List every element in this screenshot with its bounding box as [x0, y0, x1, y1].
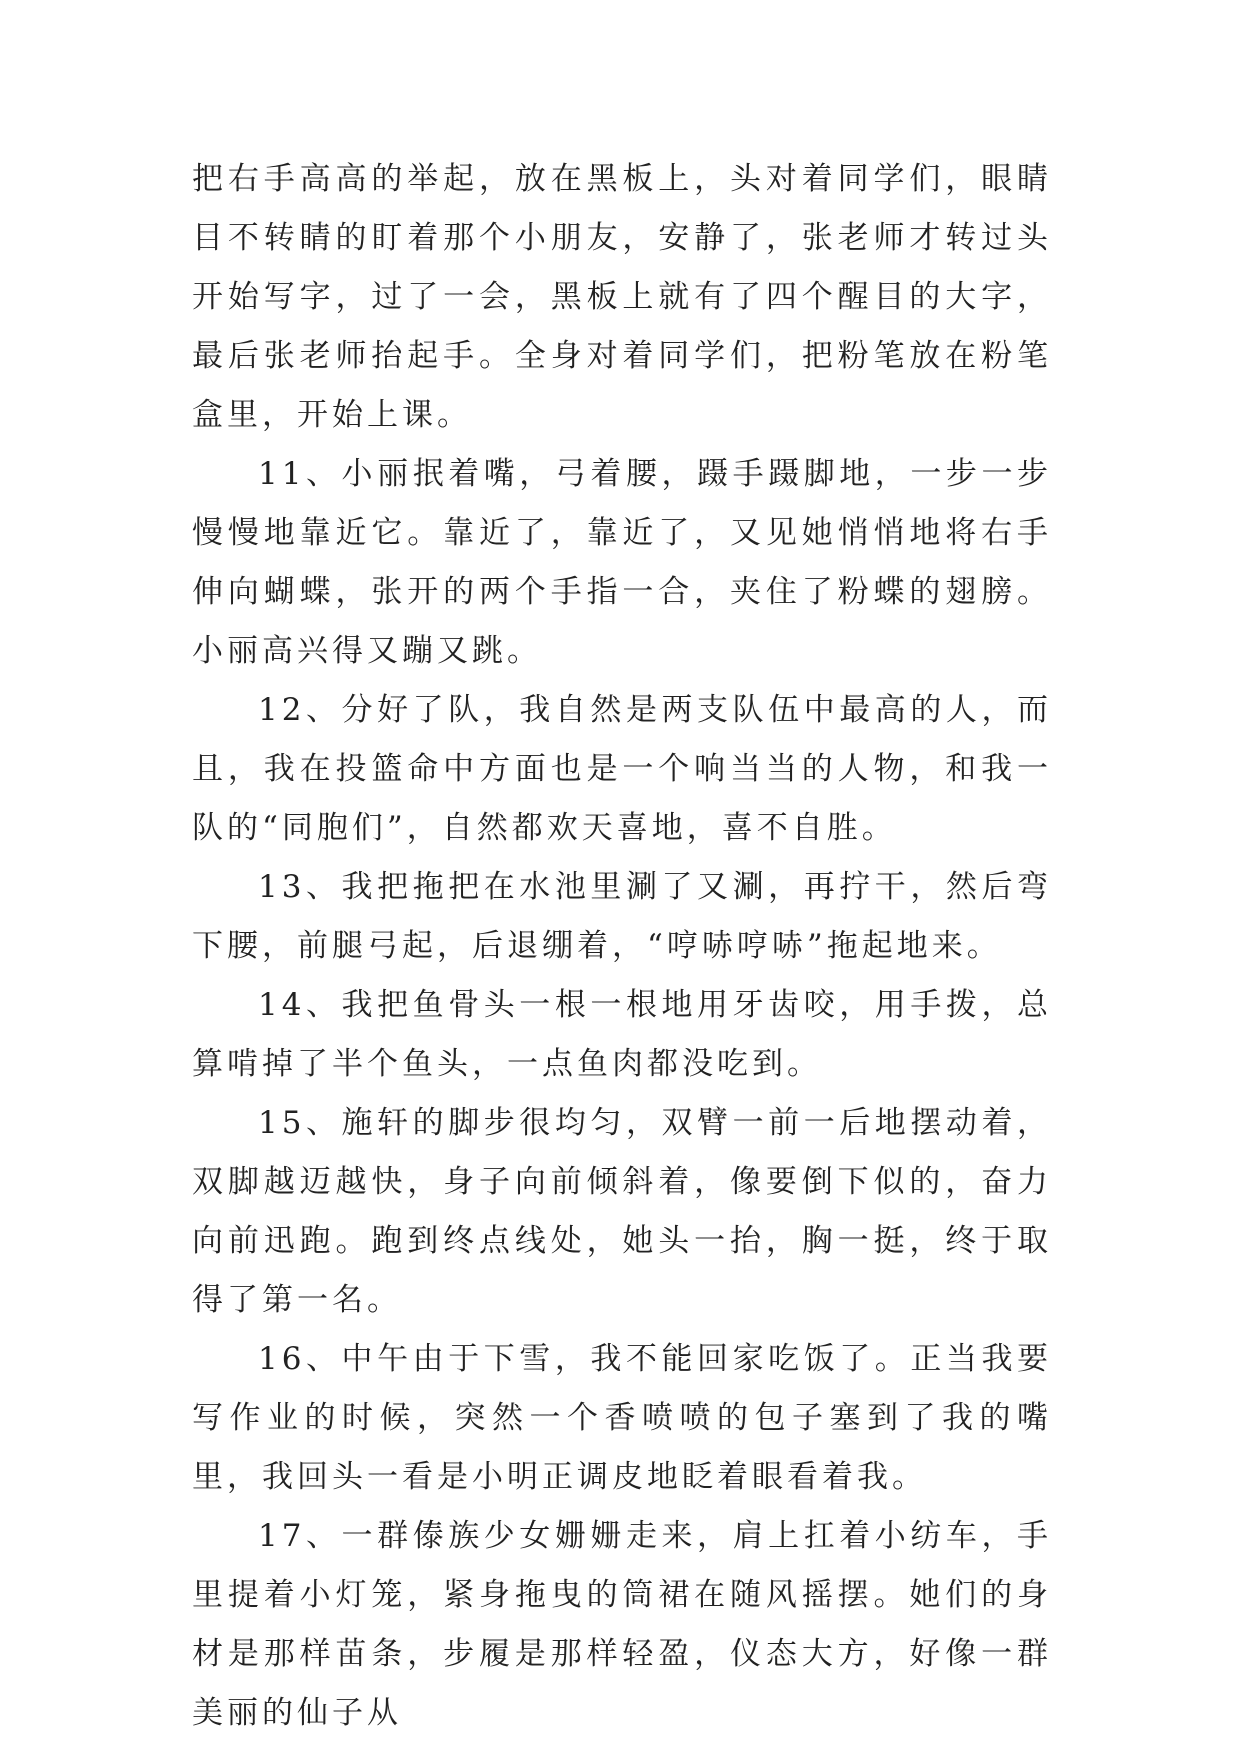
paragraph-item-13: 13、我把拖把在水池里涮了又涮，再拧干，然后弯下腰，前腿弓起，后退绷着，“哼哧哼哧”拖起地来。	[192, 869, 1052, 964]
paragraph-item-12: 12、分好了队，我自然是两支队伍中最高的人，而且，我在投篮命中方面也是一个响当当的人物，和我一队的“同胞们”，自然都欢天喜地，喜不自胜。	[192, 692, 1052, 846]
paragraph-item-17: 17、一群傣族少女姗姗走来，肩上扛着小纺车，手里提着小灯笼，紧身拖曳的筒裙在随风摇摆。她们的身材是那样苗条，步履是那样轻盈，仪态大方，好像一群美丽的仙子从	[192, 1518, 1052, 1731]
paragraph-item-11: 11、小丽抿着嘴，弓着腰，蹑手蹑脚地，一步一步慢慢地靠近它。靠近了，靠近了，又见她悄悄地将右手伸向蝴蝶，张开的两个手指一合，夹住了粉蝶的翅膀。小丽高兴得又蹦又跳。	[192, 456, 1052, 669]
paragraph-continuation: 把右手高高的举起，放在黑板上，头对着同学们，眼睛目不转睛的盯着那个小朋友，安静了，张老师才转过头开始写字，过了一会，黑板上就有了四个醒目的大字，最后张老师抬起手。全身对着同学们，把粉笔放在粉笔盒里，开始上课。	[192, 161, 1052, 433]
paragraph-item-14: 14、我把鱼骨头一根一根地用牙齿咬，用手拨，总算啃掉了半个鱼头，一点鱼肉都没吃到。	[192, 987, 1052, 1082]
paragraph-item-15: 15、施轩的脚步很均匀，双臂一前一后地摆动着，双脚越迈越快，身子向前倾斜着，像要倒下似的，奋力向前迅跑。跑到终点线处，她头一抬，胸一挺，终于取得了第一名。	[192, 1105, 1052, 1318]
document-body	[192, 150, 1052, 1743]
paragraph-item-16: 16、中午由于下雪，我不能回家吃饭了。正当我要写作业的时候，突然一个香喷喷的包子塞到了我的嘴里，我回头一看是小明正调皮地眨着眼看着我。	[192, 1341, 1052, 1495]
